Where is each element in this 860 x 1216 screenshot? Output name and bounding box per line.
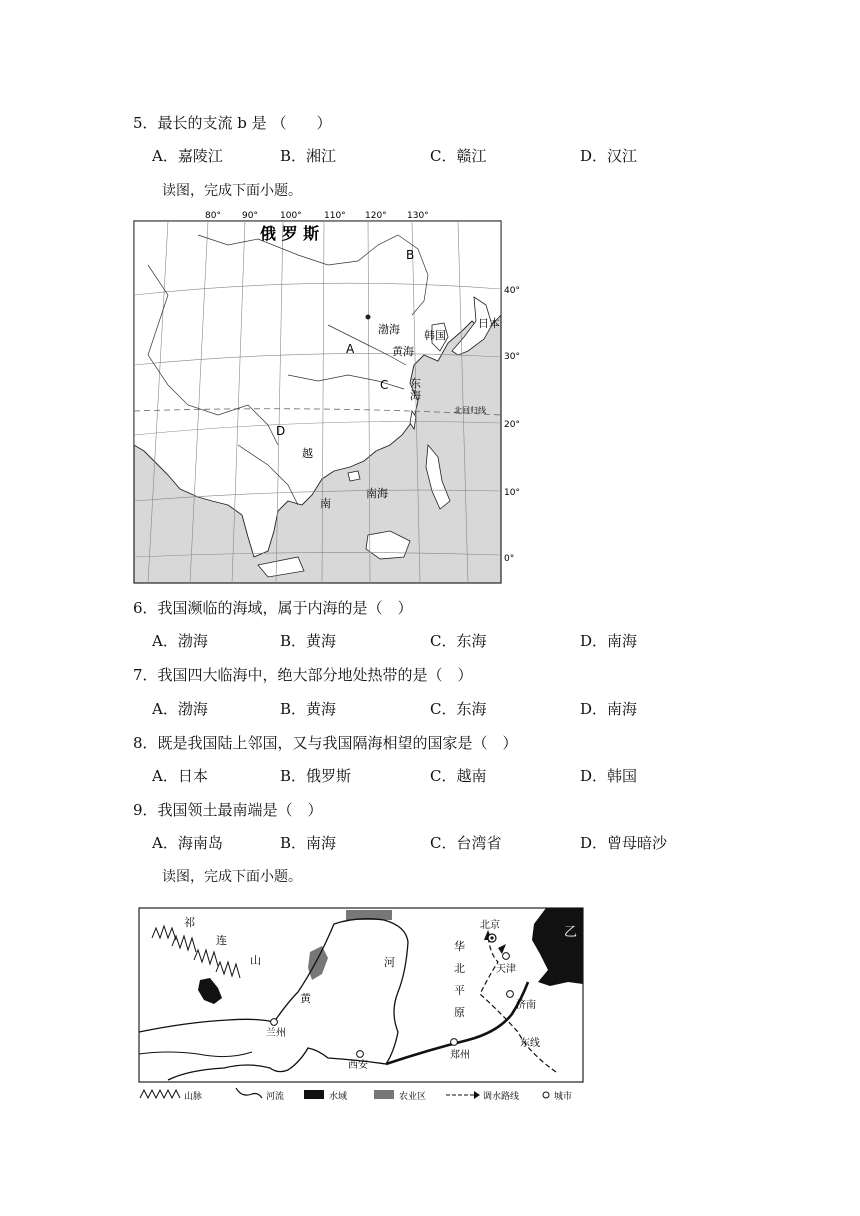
- label-lian: 连: [216, 934, 227, 947]
- option-d[interactable]: D．曾母暗沙: [580, 834, 668, 852]
- option-b[interactable]: B．南海: [280, 834, 337, 852]
- option-d[interactable]: D．汉江: [580, 147, 638, 165]
- reading-instruction-1: 读图，完成下面小题。: [162, 183, 302, 199]
- lat-label-30: 30°: [504, 352, 520, 362]
- legend-water: 水域: [329, 1092, 348, 1102]
- legend-mountain: 山脉: [184, 1092, 203, 1102]
- label-huang: 黄: [300, 992, 311, 1005]
- city-xian: [357, 1051, 364, 1058]
- option-a[interactable]: A．渤海: [152, 632, 208, 650]
- question-9-stem: 9．我国领土最南端是（ ）: [133, 801, 323, 819]
- label-nan: 南: [320, 497, 331, 510]
- city-beijing-center: [490, 936, 493, 939]
- option-c[interactable]: C．东海: [430, 700, 487, 718]
- reading-instruction-2: 读图，完成下面小题。: [162, 869, 302, 885]
- legend-route-arrow: [474, 1091, 480, 1099]
- option-a[interactable]: A．渤海: [152, 700, 208, 718]
- option-b[interactable]: B．俄罗斯: [280, 767, 352, 785]
- label-zhengzhou: 郑州: [450, 1050, 470, 1061]
- lat-label-10: 10°: [504, 488, 520, 498]
- option-d[interactable]: D．南海: [580, 632, 638, 650]
- lon-label-100: 100°: [280, 211, 302, 221]
- label-jinan: 济南: [516, 1000, 536, 1011]
- label-c: C: [380, 378, 389, 392]
- legend-farm-symbol: [374, 1090, 394, 1099]
- option-b[interactable]: B．黄海: [280, 632, 337, 650]
- lat-label-20: 20°: [504, 420, 520, 430]
- city-tianjin: [503, 953, 510, 960]
- option-d[interactable]: D．南海: [580, 700, 638, 718]
- label-beijing: 北京: [480, 920, 500, 931]
- question-7-options: [152, 698, 812, 720]
- legend-water-symbol: [304, 1090, 324, 1099]
- label-nanhai: 南海: [366, 487, 388, 500]
- label-bohai: 渤海: [378, 323, 400, 336]
- beijing-dot: [366, 315, 371, 320]
- label-huanghai: 黄海: [392, 345, 414, 358]
- lon-label-110: 110°: [324, 211, 346, 221]
- east-asia-map: [128, 205, 520, 587]
- label-b: B: [406, 248, 415, 262]
- label-russia: 俄 罗 斯: [260, 224, 320, 243]
- label-donghai-2: 海: [410, 389, 421, 402]
- option-a[interactable]: A．海南岛: [152, 834, 223, 852]
- question-7-stem: 7．我国四大临海中，绝大部分地处热带的是（ ）: [133, 666, 473, 684]
- question-5-options: [152, 145, 812, 167]
- question-8-options: [152, 765, 812, 787]
- lon-label-80: 80°: [205, 211, 221, 221]
- map-frame: [134, 221, 501, 583]
- option-b[interactable]: B．湘江: [280, 147, 337, 165]
- question-6-options: [152, 630, 812, 652]
- legend-city: 城市: [554, 1092, 573, 1102]
- label-ping: 平: [454, 984, 465, 997]
- label-tropic: 北回归线: [454, 406, 486, 415]
- question-9-options: [152, 832, 812, 854]
- map2-legend: [140, 1088, 572, 1102]
- label-yuan: 原: [454, 1006, 465, 1019]
- label-dongxian: 东线: [520, 1038, 540, 1049]
- lat-label-40: 40°: [504, 286, 520, 296]
- city-lanzhou: [271, 1019, 278, 1026]
- label-yue: 越: [302, 447, 313, 460]
- label-a: A: [346, 342, 355, 356]
- legend-route: 调水路线: [483, 1092, 520, 1102]
- option-d[interactable]: D．韩国: [580, 767, 638, 785]
- legend-river-symbol: [236, 1088, 262, 1098]
- option-b[interactable]: B．黄海: [280, 700, 337, 718]
- legend-river: 河流: [266, 1092, 285, 1102]
- lon-label-120: 120°: [365, 211, 387, 221]
- option-c[interactable]: C．越南: [430, 767, 487, 785]
- label-lanzhou: 兰州: [266, 1028, 286, 1039]
- label-d: D: [276, 424, 286, 438]
- option-a[interactable]: A．嘉陵江: [152, 147, 223, 165]
- legend-farm: 农业区: [399, 1092, 427, 1102]
- label-qi: 祁: [184, 916, 195, 929]
- legend-mountain-symbol: [140, 1090, 180, 1098]
- lat-label-0: 0°: [504, 554, 515, 564]
- label-shan: 山: [250, 954, 261, 967]
- legend-city-symbol: [543, 1092, 549, 1098]
- label-he: 河: [384, 956, 395, 969]
- option-c[interactable]: C．东海: [430, 632, 487, 650]
- question-8-stem: 8．既是我国陆上邻国，又与我国隔海相望的国家是（ ）: [133, 734, 518, 752]
- question-6-stem: 6．我国濒临的海域，属于内海的是（ ）: [133, 599, 413, 617]
- lon-label-130: 130°: [407, 211, 429, 221]
- label-tianjin: 天津: [496, 964, 516, 975]
- label-bei: 北: [454, 962, 465, 975]
- label-yi: 乙: [564, 925, 578, 940]
- lon-label-90: 90°: [242, 211, 258, 221]
- option-c[interactable]: C．台湾省: [430, 834, 502, 852]
- city-jinan: [507, 991, 514, 998]
- yellow-river-water-diversion-map: [128, 902, 588, 1107]
- label-xian: 西安: [348, 1060, 368, 1071]
- question-5-stem: 5．最长的支流 b 是 （ ）: [133, 114, 332, 132]
- city-zhengzhou: [451, 1039, 458, 1046]
- option-c[interactable]: C．赣江: [430, 147, 487, 165]
- label-japan: 日本: [478, 317, 500, 330]
- label-donghai-1: 东: [410, 377, 421, 390]
- label-hua: 华: [454, 940, 465, 953]
- label-korea: 韩国: [424, 329, 446, 342]
- option-a[interactable]: A．日本: [152, 767, 208, 785]
